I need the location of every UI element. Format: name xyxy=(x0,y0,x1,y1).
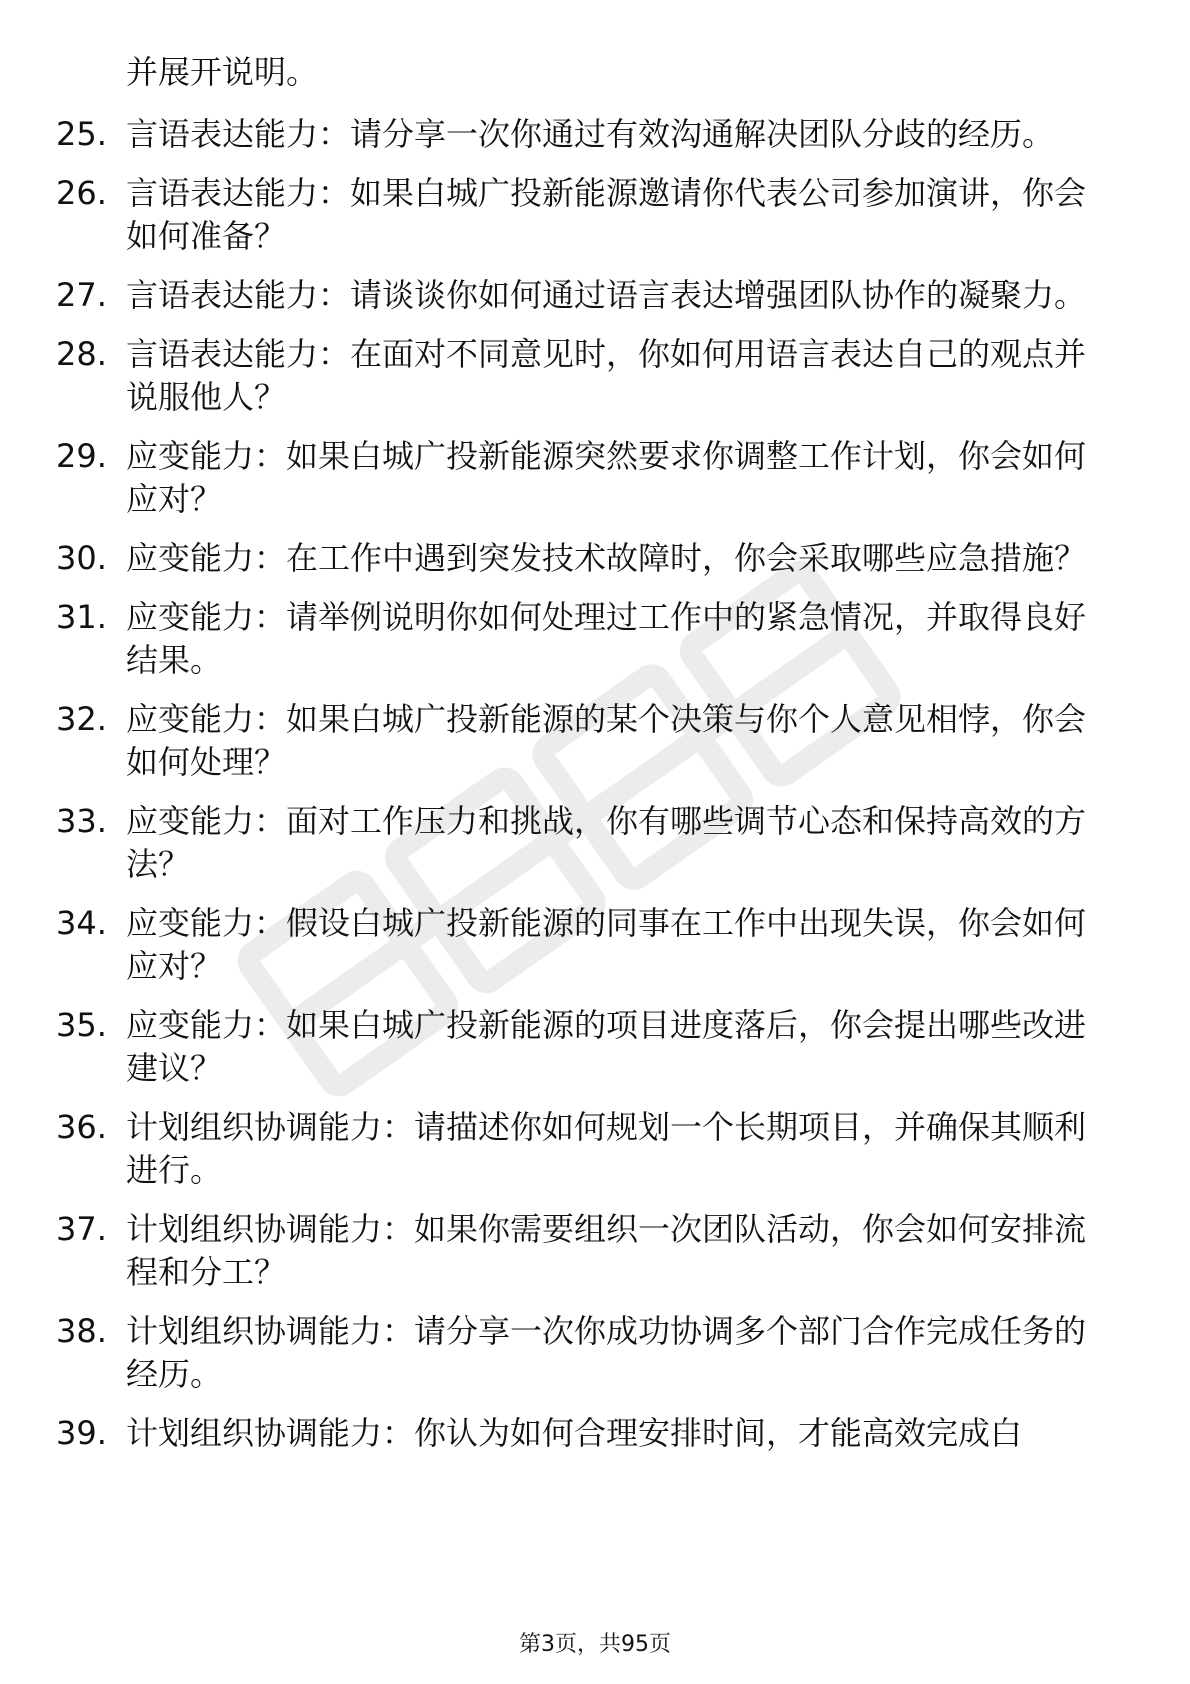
question-number: 34. xyxy=(56,904,107,942)
list-item xyxy=(56,333,1126,419)
question-text: 计划组织协调能力：如果你需要组织一次团队活动，你会如何安排流程和分工？ xyxy=(126,1210,1087,1291)
question-text: 计划组织协调能力：你认为如何合理安排时间，才能高效完成白 xyxy=(126,1414,1023,1452)
list-item xyxy=(56,902,1126,988)
question-number: 33. xyxy=(56,802,107,840)
list-item xyxy=(56,1004,1126,1090)
question-text: 言语表达能力：在面对不同意见时，你如何用语言表达自己的观点并说服他人？ xyxy=(126,335,1087,416)
list-item xyxy=(56,435,1126,521)
question-number: 26. xyxy=(56,174,107,212)
question-number: 35. xyxy=(56,1006,107,1044)
question-list xyxy=(56,113,1126,1471)
question-number: 30. xyxy=(56,539,107,577)
question-text: 应变能力：假设白城广投新能源的同事在工作中出现失误，你会如何应对？ xyxy=(126,904,1087,985)
question-text: 应变能力：面对工作压力和挑战，你有哪些调节心态和保持高效的方法？ xyxy=(126,802,1087,883)
question-text: 应变能力：如果白城广投新能源的某个决策与你个人意见相悖，你会如何处理？ xyxy=(126,700,1087,781)
question-number: 28. xyxy=(56,335,107,373)
question-text: 应变能力：在工作中遇到突发技术故障时，你会采取哪些应急措施？ xyxy=(126,539,1087,577)
list-item xyxy=(56,172,1126,258)
question-number: 38. xyxy=(56,1312,107,1350)
list-item xyxy=(56,537,1126,580)
question-text: 言语表达能力：请谈谈你如何通过语言表达增强团队协作的凝聚力。 xyxy=(126,276,1087,314)
continuation-text: 并展开说明。 xyxy=(126,53,319,91)
list-item xyxy=(56,596,1126,682)
question-number: 39. xyxy=(56,1414,107,1452)
list-item xyxy=(56,800,1126,886)
question-number: 29. xyxy=(56,437,107,475)
question-text: 计划组织协调能力：请分享一次你成功协调多个部门合作完成任务的经历。 xyxy=(126,1312,1087,1393)
list-item xyxy=(56,1106,1126,1192)
list-item xyxy=(56,274,1126,317)
page-footer: 第3页，共95页 xyxy=(519,1632,671,1657)
list-item xyxy=(56,1310,1126,1396)
question-number: 31. xyxy=(56,598,107,636)
question-number: 27. xyxy=(56,276,107,314)
question-number: 37. xyxy=(56,1210,107,1248)
list-item xyxy=(56,1412,1126,1455)
question-text: 应变能力：请举例说明你如何处理过工作中的紧急情况，并取得良好结果。 xyxy=(126,598,1087,679)
question-text: 应变能力：如果白城广投新能源突然要求你调整工作计划，你会如何应对？ xyxy=(126,437,1087,518)
question-text: 言语表达能力：请分享一次你通过有效沟通解决团队分歧的经历。 xyxy=(126,115,1055,153)
question-number: 32. xyxy=(56,700,107,738)
list-item xyxy=(56,1208,1126,1294)
question-number: 36. xyxy=(56,1108,107,1146)
question-text: 言语表达能力：如果白城广投新能源邀请你代表公司参加演讲，你会如何准备？ xyxy=(126,174,1087,255)
question-text: 计划组织协调能力：请描述你如何规划一个长期项目，并确保其顺利进行。 xyxy=(126,1108,1087,1189)
question-text: 应变能力：如果白城广投新能源的项目进度落后，你会提出哪些改进建议？ xyxy=(126,1006,1087,1087)
list-item xyxy=(56,698,1126,784)
question-number: 25. xyxy=(56,115,107,153)
list-item xyxy=(56,113,1126,156)
